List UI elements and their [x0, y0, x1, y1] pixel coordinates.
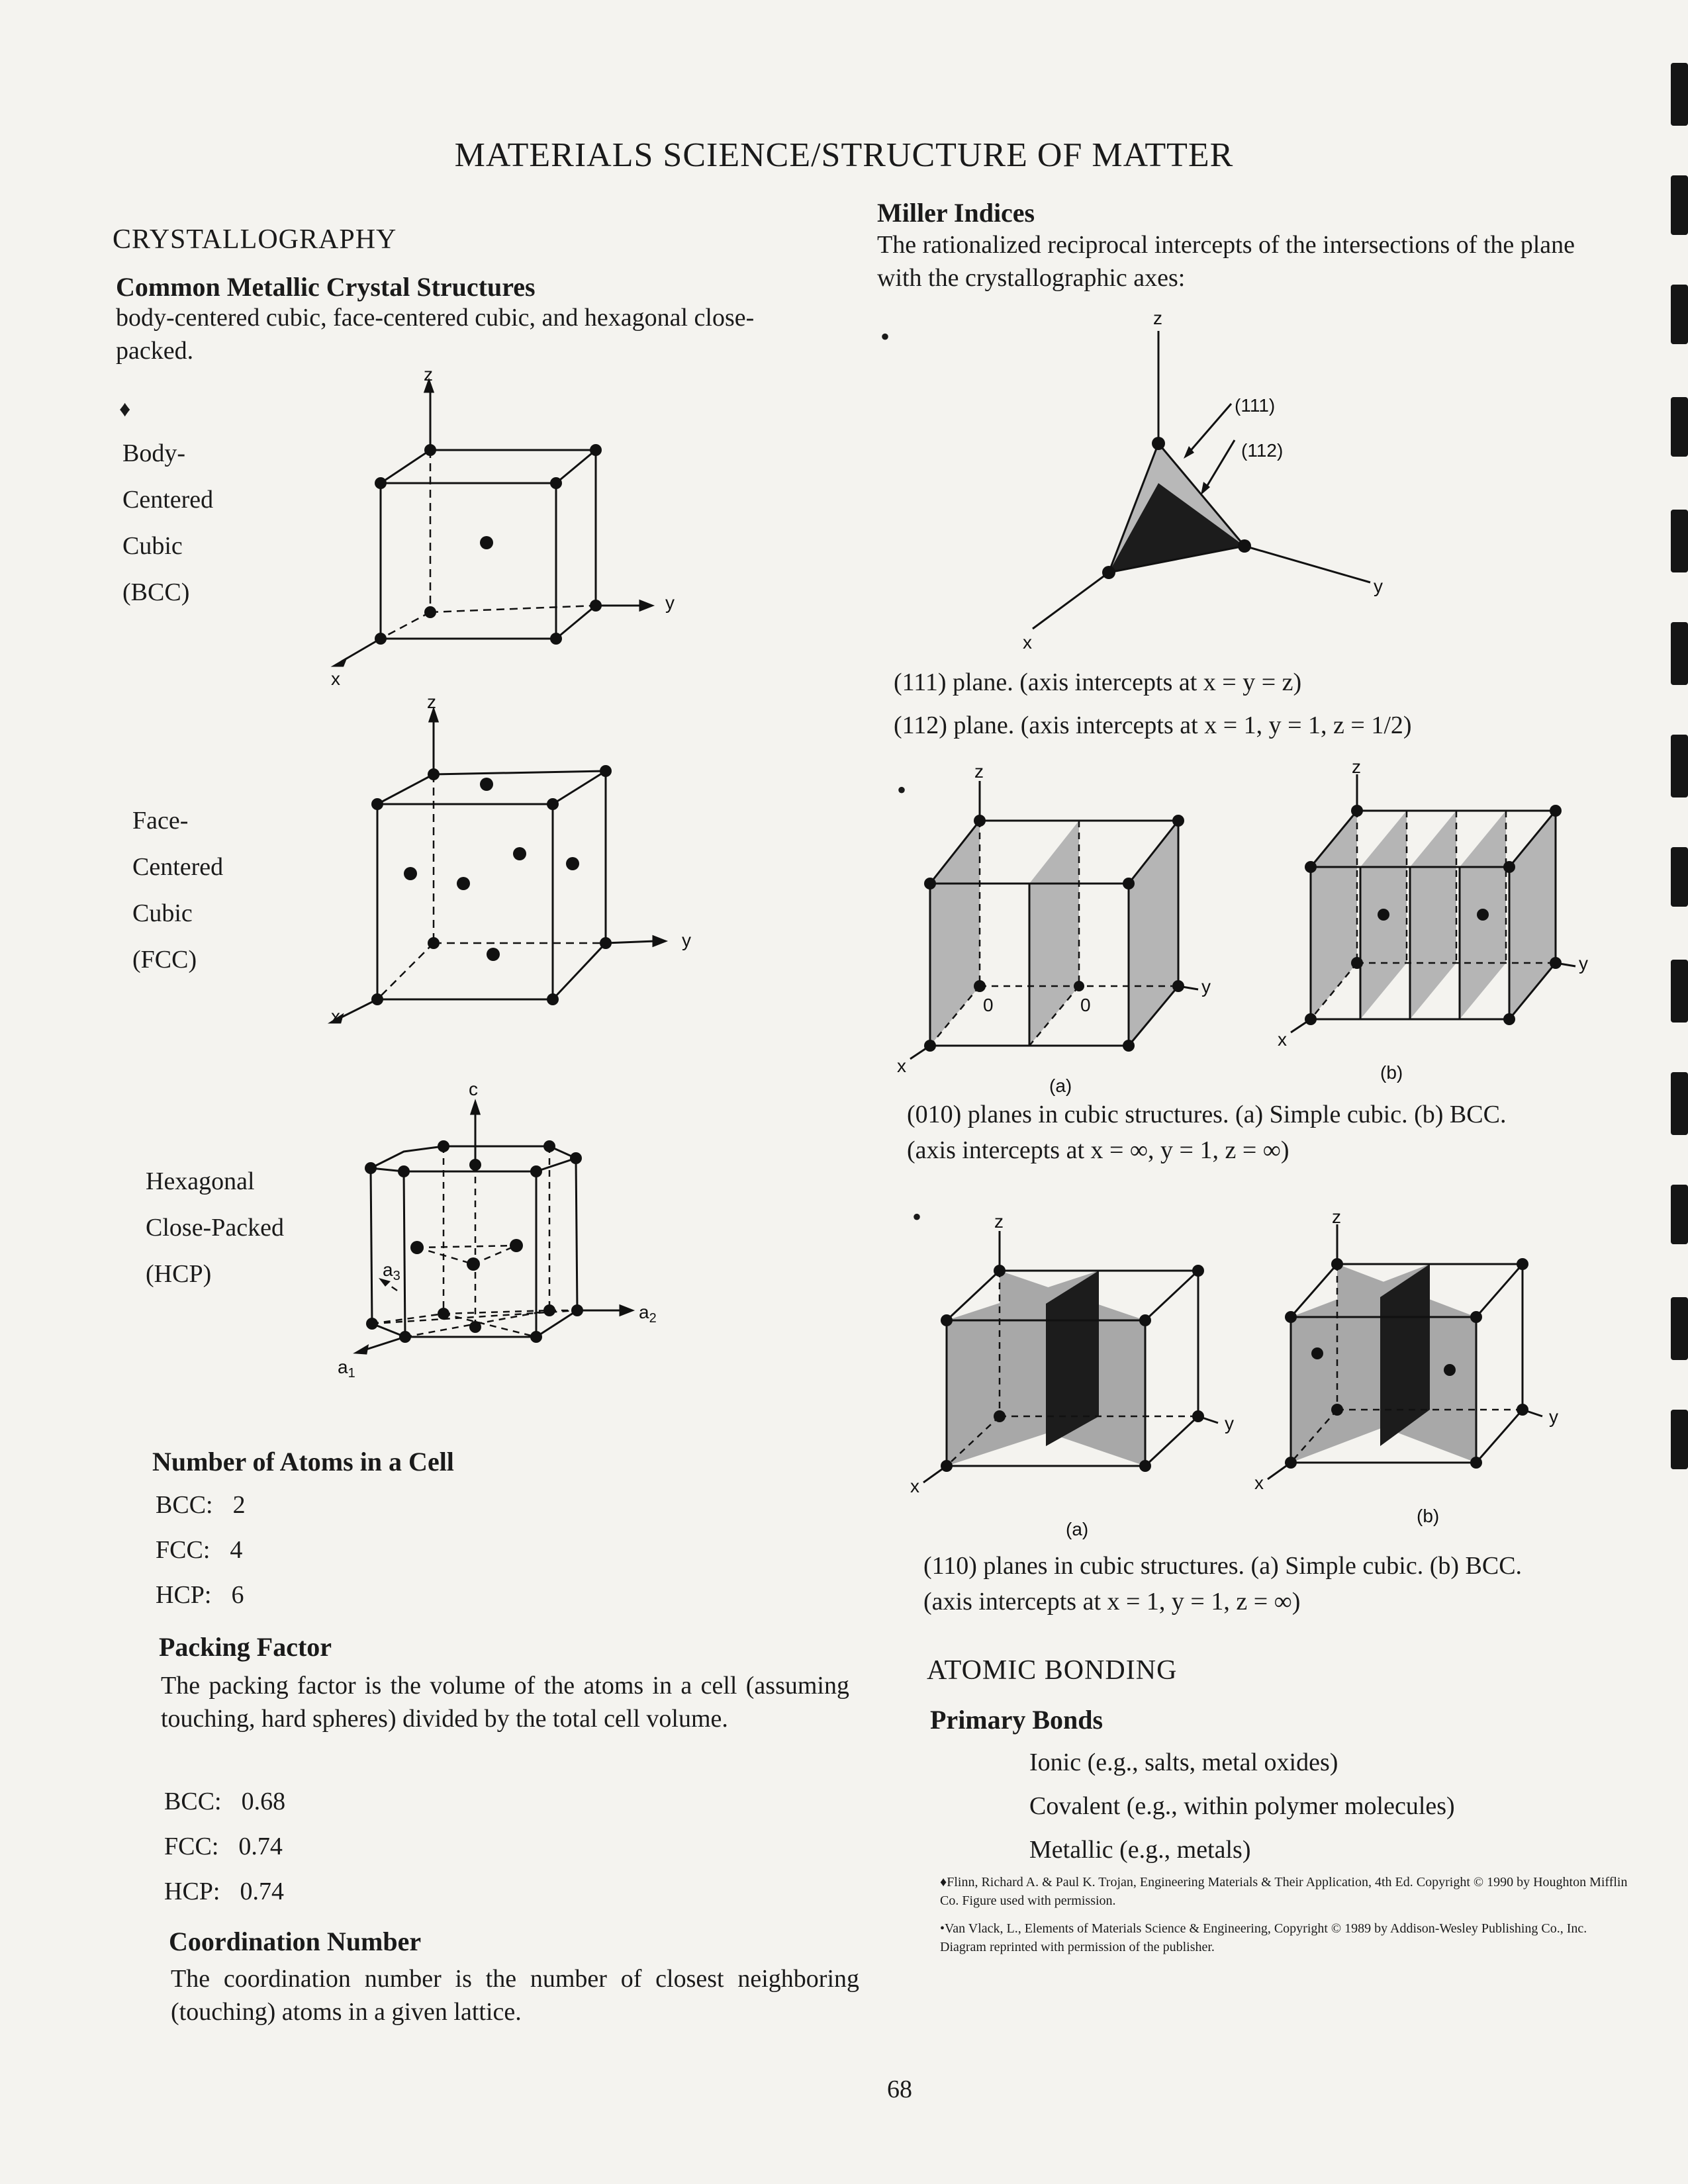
- plane-112-label: (112): [1241, 440, 1284, 461]
- list-item: Ionic (e.g., salts, metal oxides): [1029, 1749, 1338, 1776]
- fcc-label: Face- Centered Cubic (FCC): [132, 807, 224, 974]
- plane-111-label: (111): [1235, 395, 1276, 416]
- subfig-b-label: (b): [1380, 1062, 1403, 1083]
- bcc-label: Body- Centered Cubic (BCC): [122, 439, 214, 606]
- packing-text: The packing factor is the volume of the atoms in a cell (assuming touching, hard spheres) divided by the total cell volume.: [161, 1672, 849, 1733]
- svg-text:a2: $a_2$: [639, 1302, 657, 1326]
- caption-110-line2: (axis intercepts at x = 1, y = 1, z = ∞): [923, 1588, 1301, 1615]
- reference-van-vlack: •Van Vlack, L., Elements of Materials Science & Engineering, Copyright © 1989 by Addison-Wesley Publishing Co., Inc. Diagram reprinted with permission of the publisher.: [940, 1921, 1587, 1954]
- bullet-marker: •: [912, 1202, 922, 1232]
- svg-text:0: 0: [1080, 995, 1091, 1015]
- svg-text:y: y: [1579, 953, 1588, 974]
- list-item: Covalent (e.g., within polymer molecules): [1029, 1792, 1455, 1820]
- packing-row: HCP: 0.74: [164, 1878, 284, 1905]
- caption-111: (111) plane. (axis intercepts at x = y = z): [894, 668, 1302, 696]
- axis-x-label: x: [1023, 632, 1032, 653]
- coordination-text: The coordination number is the number of closest neighboring (touching) atoms in a given lattice.: [171, 1965, 859, 2026]
- primary-bonds-heading: Primary Bonds: [930, 1705, 1103, 1735]
- bonds-list: [1029, 1741, 1455, 1872]
- atomic-bonding-heading: ATOMIC BONDING: [927, 1655, 1178, 1686]
- axis-z-label: z: [424, 364, 433, 385]
- caption-112: (112) plane. (axis intercepts at x = 1, y = 1, z = 1/2): [894, 711, 1412, 739]
- svg-text:0: 0: [983, 995, 994, 1015]
- coordination-heading: Coordination Number: [169, 1927, 422, 1956]
- atoms-row: FCC: 4: [156, 1536, 243, 1564]
- hcp-label: Hexagonal Close-Packed (HCP): [146, 1167, 284, 1288]
- packing-row: FCC: 0.74: [164, 1833, 283, 1860]
- svg-text:x: x: [1278, 1029, 1287, 1050]
- reference-flinn: ♦Flinn, Richard A. & Paul K. Trojan, Engineering Materials & Their Application, 4th Ed. Copyright © 1990 by Houghton Mifflin Co. Figure used with permission.: [940, 1875, 1628, 1908]
- atoms-row: BCC: 2: [156, 1491, 246, 1519]
- packing-row: BCC: 0.68: [164, 1788, 286, 1815]
- axis-c-label: c: [469, 1079, 478, 1099]
- axis-z-label: z: [427, 692, 436, 712]
- svg-text:y: y: [1225, 1413, 1234, 1433]
- packing-heading: Packing Factor: [159, 1632, 332, 1662]
- miller-110-planes-diagram: [907, 1206, 1609, 1539]
- axis-y-label: y: [1374, 576, 1383, 596]
- svg-text:z: z: [994, 1211, 1004, 1232]
- svg-text:z: z: [1352, 756, 1361, 777]
- bcc-unit-cell-diagram: [311, 364, 722, 689]
- section-heading-crystallography: CRYSTALLOGRAPHY: [113, 224, 397, 255]
- page-title: MATERIALS SCIENCE/STRUCTURE OF MATTER: [454, 136, 1234, 174]
- axis-y-label: y: [665, 592, 675, 613]
- common-structures-text: body-centered cubic, face-centered cubic, and hexagonal close-packed.: [116, 304, 755, 365]
- caption-110-line1: (110) planes in cubic structures. (a) Simple cubic. (b) BCC.: [923, 1552, 1523, 1580]
- svg-text:a3: $a_3$: [383, 1259, 400, 1283]
- subfig-a-label: (a): [1049, 1075, 1072, 1096]
- caption-010-line2: (axis intercepts at x = ∞, y = 1, z = ∞): [907, 1136, 1289, 1164]
- svg-text:z: z: [974, 761, 984, 782]
- atoms-row: HCP: 6: [156, 1581, 244, 1609]
- svg-text:x: x: [910, 1476, 919, 1496]
- bullet-marker: •: [880, 322, 890, 351]
- svg-text:z: z: [1332, 1206, 1341, 1227]
- miller-heading: Miller Indices: [877, 198, 1035, 228]
- miller-111-112-diagram: [1006, 304, 1417, 662]
- atoms-heading: Number of Atoms in a Cell: [152, 1447, 454, 1477]
- fcc-unit-cell-diagram: [311, 692, 722, 1026]
- atoms-list: [156, 1482, 246, 1617]
- axis-y-label: y: [682, 930, 691, 950]
- axis-x-label: x: [331, 668, 340, 689]
- axis-x-label: x: [331, 1006, 340, 1026]
- miller-text: The rationalized reciprocal intercepts of the intersections of the plane with the crystallographic axes:: [877, 231, 1575, 292]
- miller-010-planes-diagram: [894, 756, 1609, 1099]
- bullet-marker: •: [897, 775, 907, 805]
- page-number: 68: [887, 2075, 912, 2103]
- list-item: Metallic (e.g., metals): [1029, 1836, 1251, 1864]
- common-structures-heading: Common Metallic Crystal Structures: [116, 272, 536, 302]
- subfig-a-label: (a): [1066, 1519, 1089, 1539]
- svg-text:y: y: [1201, 976, 1211, 997]
- svg-text:x: x: [897, 1056, 906, 1076]
- caption-010-line1: (010) planes in cubic structures. (a) Simple cubic. (b) BCC.: [907, 1101, 1507, 1128]
- subfig-b-label: (b): [1417, 1506, 1440, 1526]
- svg-text:y: y: [1549, 1406, 1558, 1427]
- svg-text:a1: $a_1$: [338, 1357, 355, 1381]
- axis-z-label: z: [1153, 308, 1162, 328]
- svg-text:x: x: [1254, 1473, 1264, 1493]
- diamond-marker: ♦: [119, 397, 131, 422]
- hcp-unit-cell-diagram: [331, 1072, 675, 1383]
- packing-list: [164, 1779, 285, 1914]
